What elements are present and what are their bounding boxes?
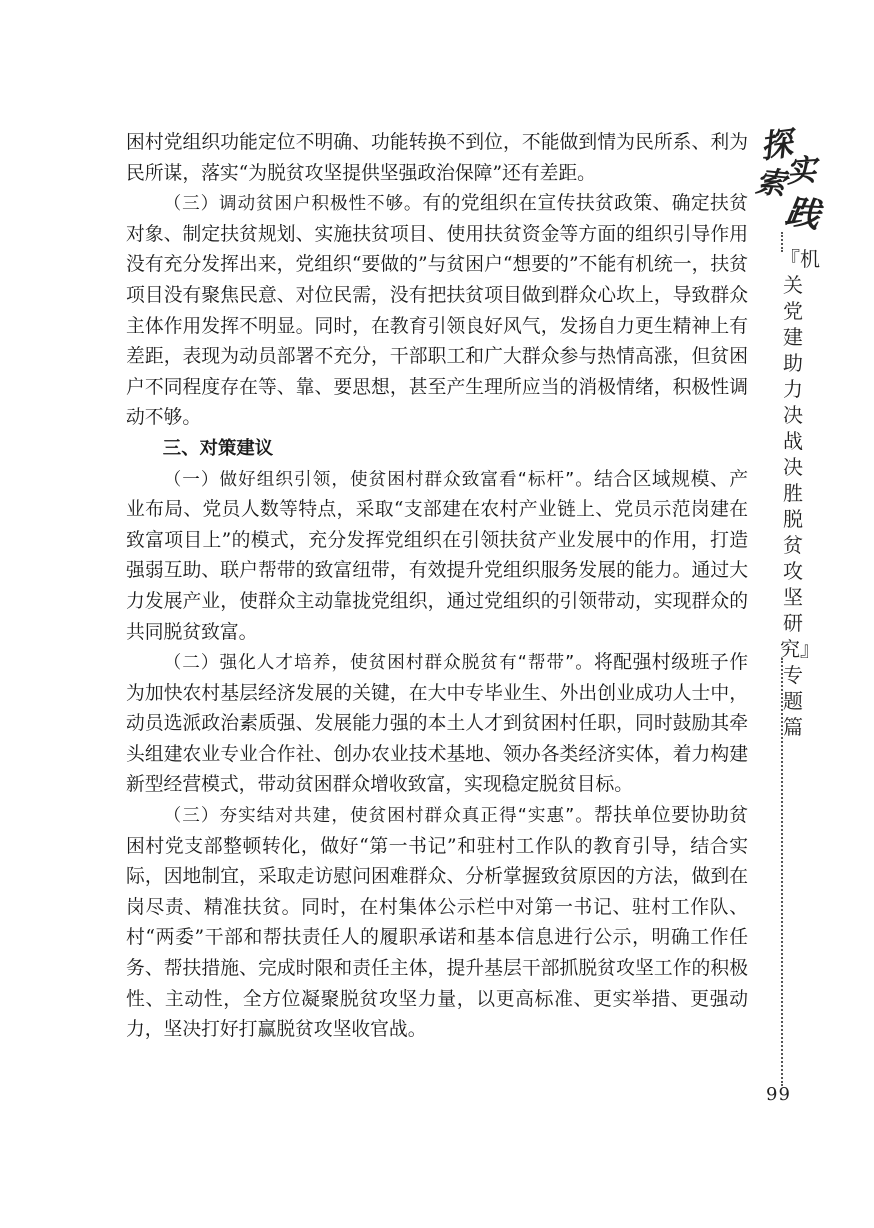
side-running-head xyxy=(753,118,823,1108)
logo-char: 实 xyxy=(785,152,818,190)
paragraph-lead: （三）夯实结对共建，使贫困村群众真正得“实惠”。 xyxy=(163,806,594,827)
section-heading: 三、对策建议 xyxy=(162,437,274,459)
vertical-section-title: 『机关党建助力决战决胜脱贫攻坚研究』专题篇 xyxy=(780,247,820,739)
logo-char: 探 xyxy=(757,123,795,167)
explore-practice-logo xyxy=(753,118,823,237)
page-number: 99 xyxy=(766,1084,791,1105)
paragraph-lead: （一）做好组织引领，使贫困村群众致富看“标杆”。 xyxy=(163,469,594,490)
paragraph-lead: （二）强化人才培养，使贫困村群众脱贫有“帮带”。 xyxy=(163,653,594,674)
logo-char: 索 xyxy=(753,164,788,203)
paragraph-lead: （三）调动贫困户积极性不够。 xyxy=(163,194,423,215)
logo-char: 践 xyxy=(782,191,823,237)
paragraph-pairing xyxy=(126,801,748,1046)
paragraph-body: 将配强村级班子作为加快农村基层经济发展的关键，在大中专毕业生、外出创业成功人士中，动员选派政治素质强、发展能力强的本土人才到贫困村任职，同时鼓励其牵头组建农业专业合作社、创办农业技术基地、领办各类经济实体，着力构建新型经营模式，带动贫困群众增收致富，实现稳定脱贫目标。 xyxy=(126,652,749,796)
dotted-divider xyxy=(781,658,783,1086)
paragraph-body: 有的党组织在宣传扶贫政策、确定扶贫对象、制定扶贫规划、实施扶贫项目、使用扶贫资金等方面的组织引导作用没有充分发挥出来，党组织“要做的”与贫困户“想要的”不能有机统一，扶贫项目没有聚焦民意、对位民需，没有把扶贫项目做到群众心坎上，导致群众主体作用发挥不明显。同时，在教育引领良好风气，发扬自力更生精神上有差距，表现为动员部署不充分，干部职工和广大群众参与热情高涨，但贫困户不同程度存在等、靠、要思想，甚至产生理所应当的消极情绪，积极性调动不够。 xyxy=(126,193,748,429)
paragraph-mobilize xyxy=(126,189,748,434)
paragraph-continuation: 困村党组织功能定位不明确、功能转换不到位，不能做到情为民所系、利为民所谋，落实“为脱贫攻坚提供坚强政治保障”还有差距。 xyxy=(126,132,748,184)
paragraph-body: 结合区域规模、产业布局、党员人数等特点，采取“支部建在农村产业链上、党员示范岗建在致富项目上”的模式，充分发挥党组织在引领扶贫产业发展中的作用，打造强弱互助、联户帮带的致富纽带，有效提升党组织服务发展的能力。通过大力发展产业，使群众主动靠拢党组织，通过党组织的引领带动，实现群众的共同脱贫致富。 xyxy=(126,468,749,643)
paragraph-organization xyxy=(126,465,748,649)
paragraph-body: 帮扶单位要协助贫困村党支部整顿转化，做好“第一书记”和驻村工作队的教育引导，结合实际，因地制宜，采取走访慰问困难群众、分析掌握致贫原因的方法，做到在岗尽责、精准扶贫。同时，在村集体公示栏中对第一书记、驻村工作队、村“两委”干部和帮扶责任人的履职承诺和基本信息进行公示，明确工作任务、帮扶措施、完成时限和责任主体，提升基层干部抓脱贫攻坚工作的积极性、主动性，全方位凝聚脱贫攻坚力量，以更高标准、更实举措、更强动力，坚决打好打赢脱贫攻坚收官战。 xyxy=(126,805,749,1041)
body-text xyxy=(126,128,748,1046)
paragraph-talent xyxy=(126,648,748,801)
